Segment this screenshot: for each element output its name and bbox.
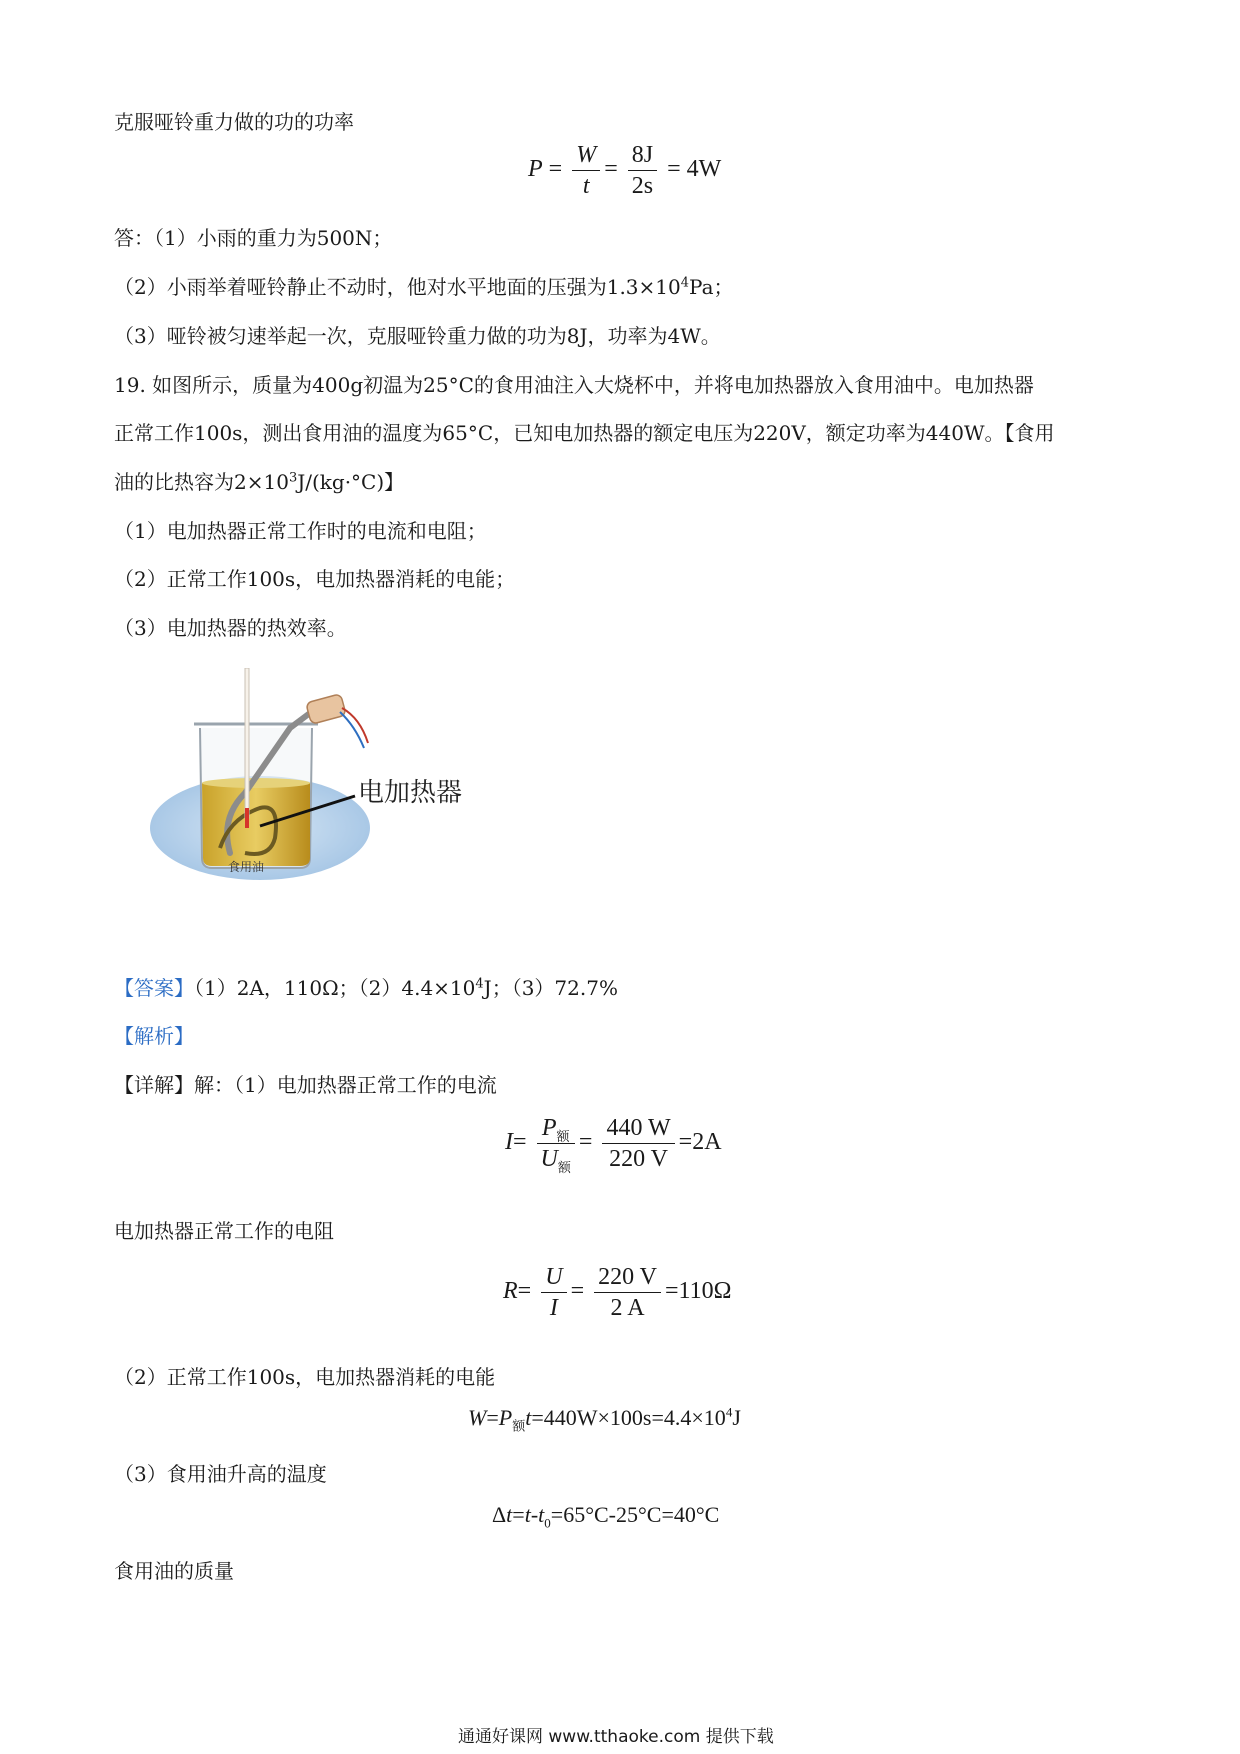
- beaker-illustration: [150, 668, 510, 898]
- question-19-line-3: 油的比热容为$2\times 10^3J/(kg\cdot^\circ C)$】: [114, 470, 405, 494]
- figure-beaker: [150, 668, 510, 898]
- formula-temperature: $\Delta t=t-t_0=65^\circ C-25^\circ C=40^\circ C$: [492, 1502, 720, 1531]
- formula-resistance: R= $\frac{U}{I}$ = $\frac{220 V}{2 A}$ =110Ω: [503, 1264, 732, 1321]
- question-19-line-2: 正常工作100s，测出食用油的温度为65°C，已知电加热器的额定电压为220V，额定功率为440W。【食用: [114, 421, 1055, 445]
- heater-label: 电加热器: [358, 778, 463, 808]
- formula-current: I= $\frac{P_额}{U_额}$ = $\frac{440 W}{220 V}$ =2A: [505, 1115, 722, 1175]
- formula-power: P = $\frac{W}{t}$ = $\frac{8J}{2s}$ = 4W: [528, 142, 722, 199]
- temperature-heading: （3）食用油升高的温度: [114, 1462, 327, 1486]
- sub-question-1: （1）电加热器正常工作时的电流和电阻；: [114, 519, 487, 543]
- answer-line-2: （2）小雨举着哑铃静止不动时，他对水平地面的压强为$1.3\times 10^4Pa$；: [114, 275, 734, 299]
- question-19-line-1: 19. 如图所示，质量为400g初温为25°C的食用油注入大烧杯中，并将电加热器放入食用油中。电加热器: [114, 373, 1034, 397]
- page-footer: 通通好课网 www.tthaoke.com 提供下载: [458, 1727, 774, 1747]
- answer-tag: 【答案】: [114, 976, 194, 1000]
- answer-line-1: 答：（1）小雨的重力为500N；: [114, 226, 393, 250]
- mass-heading: 食用油的质量: [114, 1559, 234, 1583]
- detail-tag: 【详解】: [114, 1073, 194, 1097]
- resistance-heading: 电加热器正常工作的电阻: [114, 1219, 334, 1243]
- heater-plug: [306, 694, 346, 725]
- text-line-power-heading: 克服哑铃重力做的功的功率: [114, 110, 354, 134]
- oil-label: 食用油: [228, 860, 265, 874]
- analysis-tag: 【解析】: [114, 1024, 194, 1048]
- formula-energy: $W=P_额t=440W\times 100s=4.4\times 10^4J$: [468, 1404, 741, 1434]
- answer-line: 【答案】（1）2A，110Ω；$(2)4.4\times 10^4J$；（3）72.7%: [114, 976, 618, 1000]
- thermometer: [245, 668, 249, 818]
- sub-question-3: （3）电加热器的热效率。: [114, 616, 347, 640]
- energy-heading: （2）正常工作100s，电加热器消耗的电能: [114, 1365, 496, 1389]
- answer-line-3: （3）哑铃被匀速举起一次，克服哑铃重力做的功为8J，功率为4W。: [114, 324, 721, 348]
- sub-question-2: （2）正常工作100s，电加热器消耗的电能；: [114, 567, 516, 591]
- detail-line: 【详解】解：（1）电加热器正常工作的电流: [114, 1073, 497, 1097]
